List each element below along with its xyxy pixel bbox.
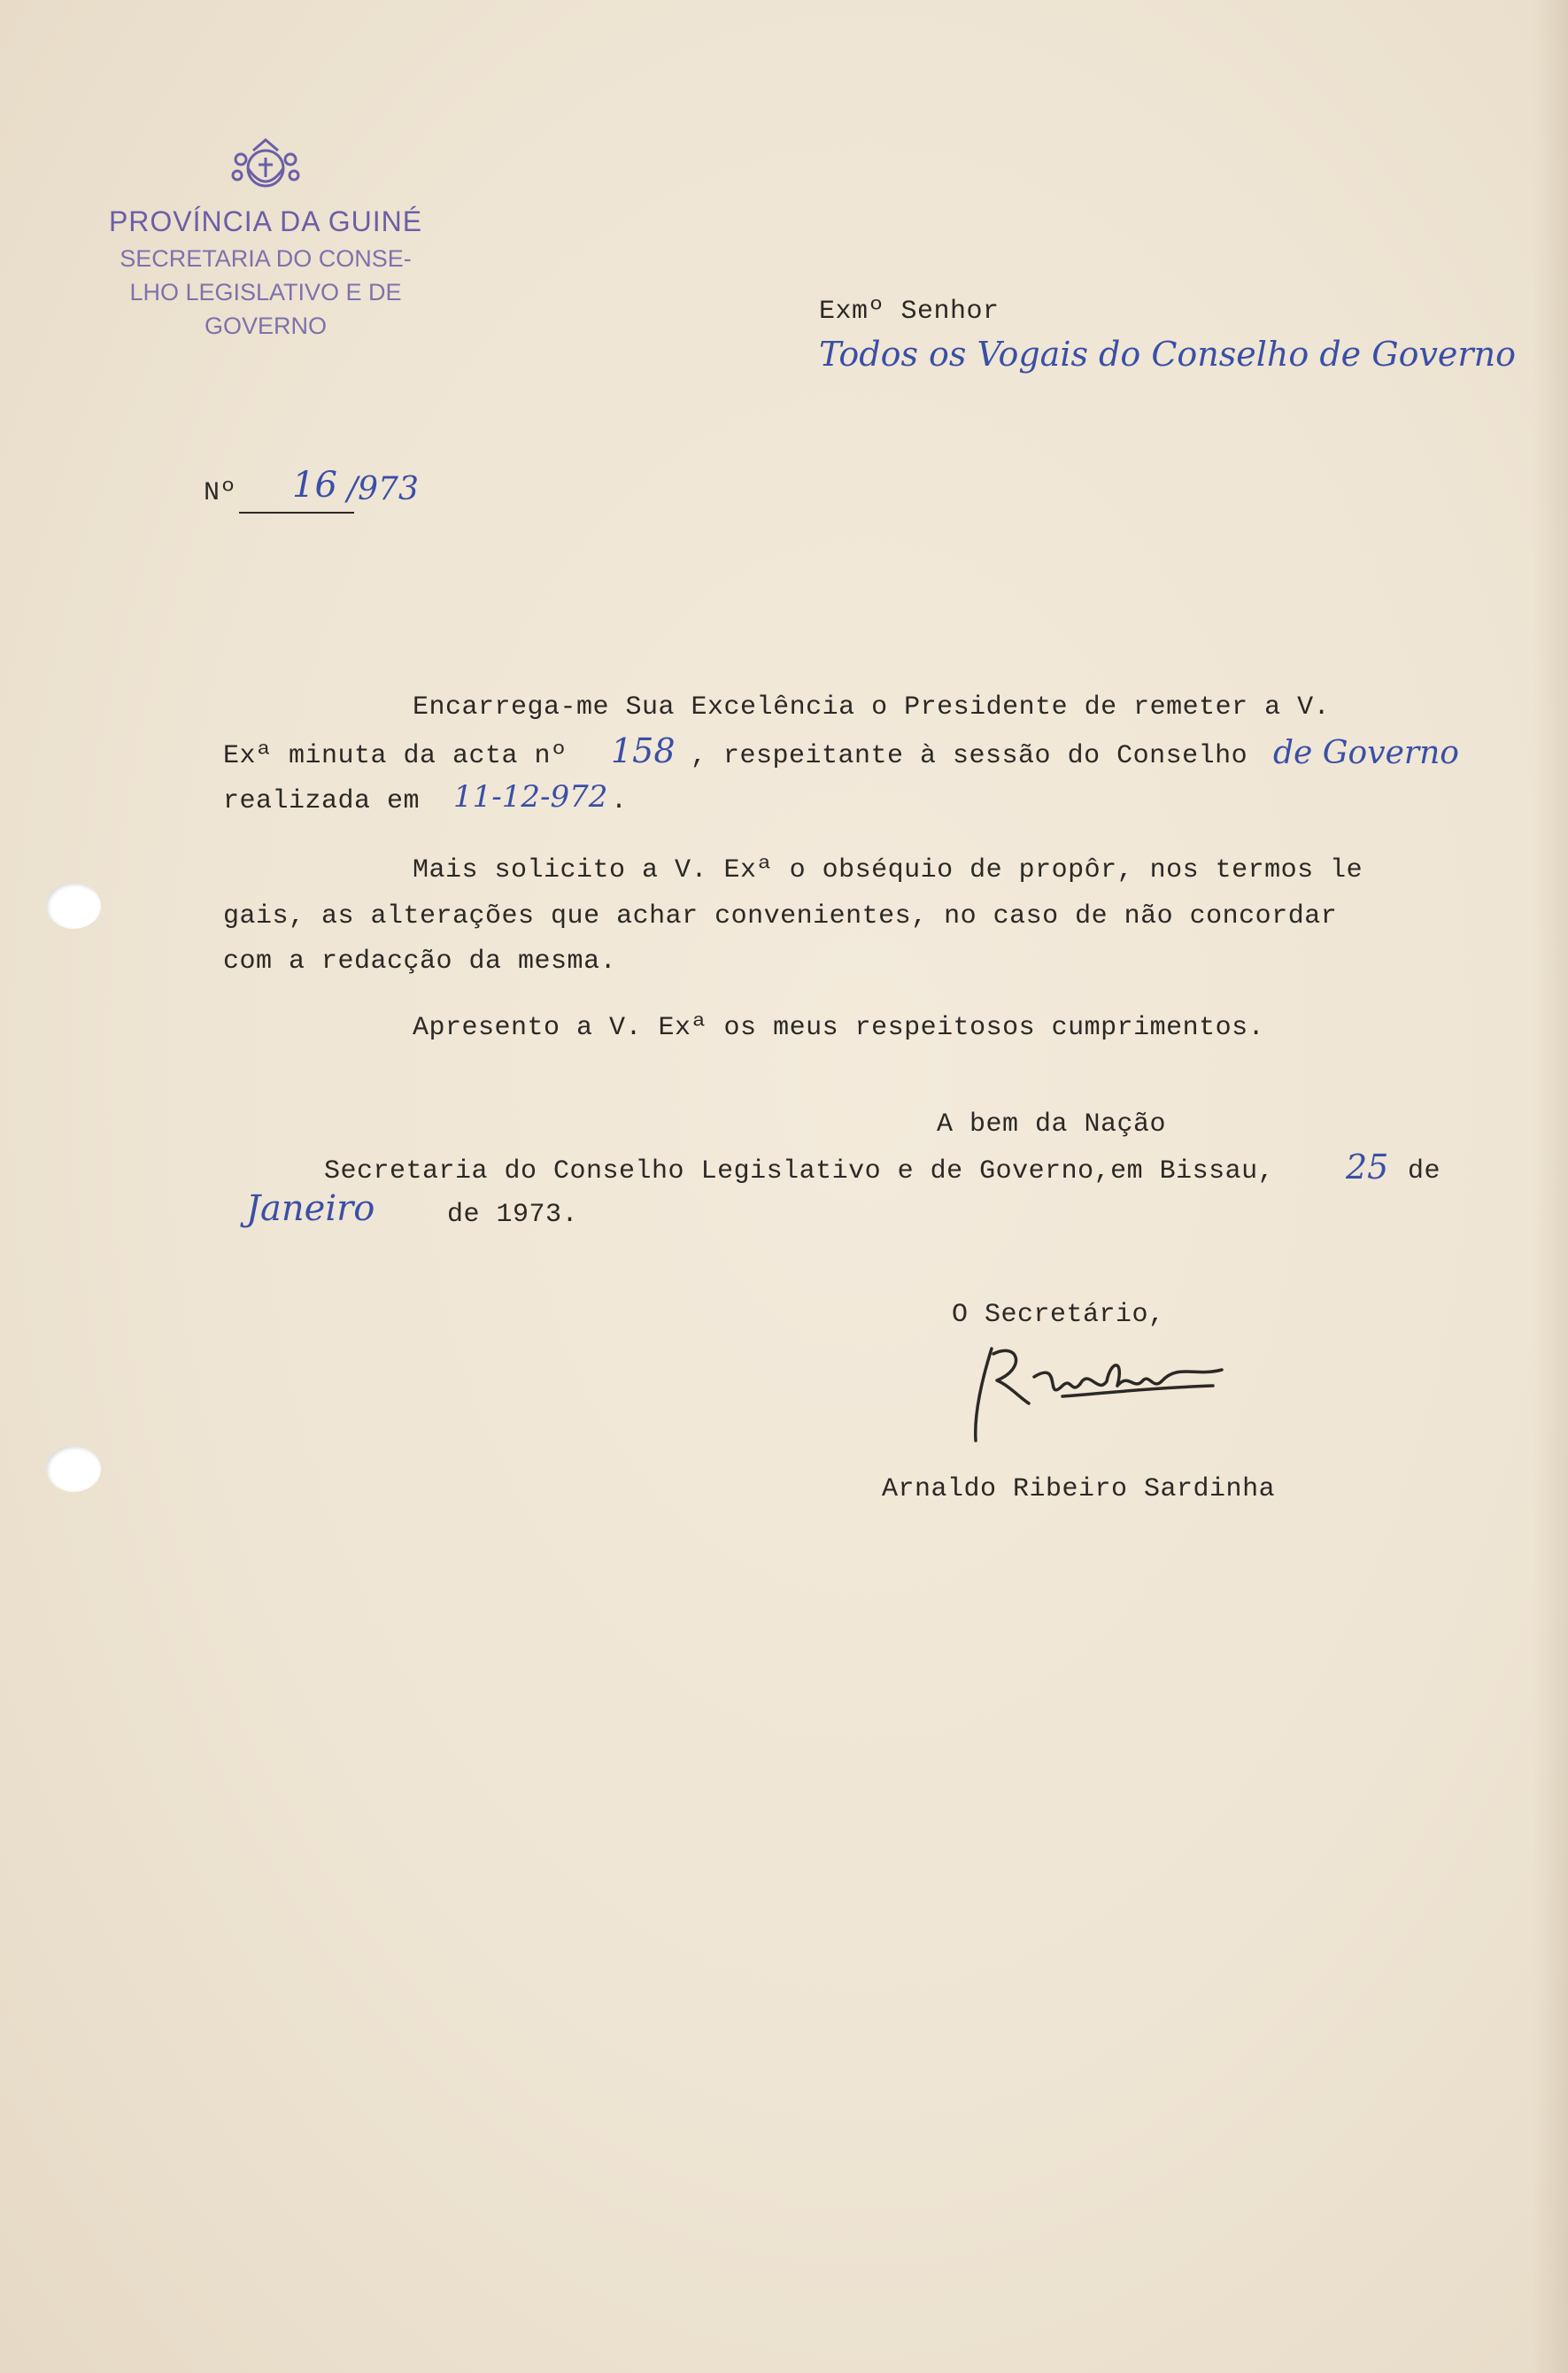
official-stamp bbox=[89, 133, 443, 339]
body-p1-line2a: Exª minuta da acta nº bbox=[223, 741, 568, 771]
reference-label: Nº bbox=[204, 478, 237, 508]
reference-year-handwritten: /973 bbox=[347, 471, 419, 507]
closing-motto: A bem da Nação bbox=[937, 1109, 1167, 1140]
stamp-secretariat-line1: SECRETARIA DO CONSE- bbox=[120, 245, 412, 272]
closing-title: O Secretário, bbox=[952, 1300, 1165, 1330]
signatory-name: Arnaldo Ribeiro Sardinha bbox=[882, 1474, 1276, 1504]
closing-month-handwritten: Janeiro bbox=[246, 1188, 375, 1229]
punch-hole-bottom bbox=[46, 1446, 101, 1492]
body-p2-line1: Mais solicito a V. Exª o obséquio de propôr, nos termos le bbox=[413, 855, 1363, 885]
body-p3-line1: Apresento a V. Exª os meus respeitosos cumprimentos. bbox=[413, 1013, 1265, 1043]
recipient-handwritten: Todos os Vogais do Conselho de Governo bbox=[819, 335, 1516, 374]
session-date-handwritten: 11-12-972 bbox=[453, 779, 608, 815]
closing-place-line: Secretaria do Conselho Legislativo e de Governo,em Bissau, bbox=[324, 1156, 1275, 1186]
body-p2-line3: com a redacção da mesma. bbox=[223, 947, 617, 977]
council-handwritten: de Governo bbox=[1273, 735, 1459, 771]
body-p1-line3a: realizada em bbox=[223, 786, 421, 816]
acta-number-handwritten: 158 bbox=[611, 731, 676, 770]
crest-icon bbox=[223, 133, 308, 200]
body-p1-line2b: , respeitante à sessão do Conselho bbox=[691, 741, 1248, 771]
reference-number-handwritten: 16 bbox=[292, 465, 337, 506]
reference-underline bbox=[239, 512, 354, 514]
body-p1-line1: Encarrega-me Sua Excelência o Presidente de remeter a V. bbox=[413, 692, 1331, 723]
punch-hole-top bbox=[46, 883, 101, 929]
signature bbox=[956, 1341, 1240, 1448]
page-edge-shadow bbox=[1533, 0, 1568, 2373]
closing-year-line: de 1973. bbox=[447, 1200, 579, 1230]
closing-de: de bbox=[1408, 1156, 1441, 1186]
stamp-secretariat-line3: GOVERNO bbox=[204, 313, 328, 339]
salutation: Exmº Senhor bbox=[819, 297, 1000, 327]
stamp-secretariat-line2: LHO LEGISLATIVO E DE bbox=[129, 279, 402, 305]
closing-day-handwritten: 25 bbox=[1346, 1148, 1389, 1186]
body-p2-line2: gais, as alterações que achar convenientes, no caso de não concordar bbox=[223, 901, 1338, 931]
stamp-province: PROVÍNCIA DA GUINÉ bbox=[108, 205, 423, 237]
body-p1-line3b: . bbox=[611, 786, 628, 816]
